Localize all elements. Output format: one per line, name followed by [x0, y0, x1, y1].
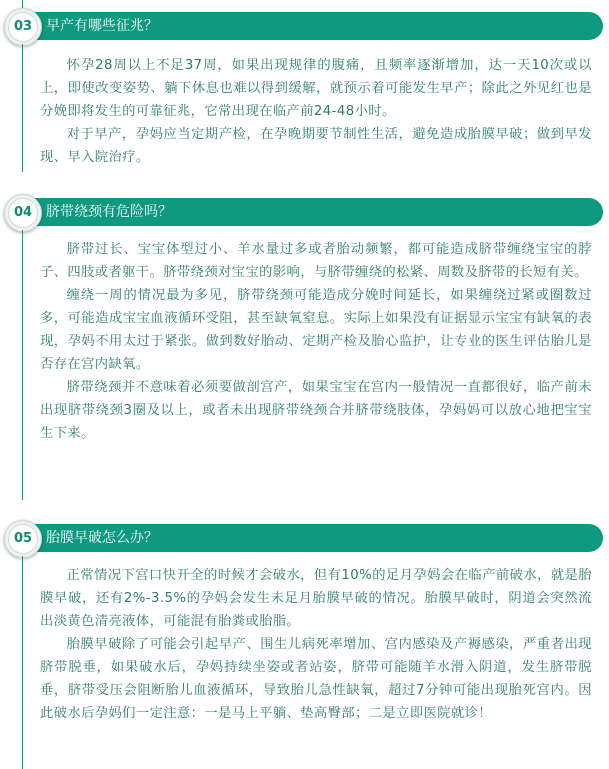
paragraph: 对于早产，孕妈应当定期产检，在孕晚期要节制性生活，避免造成胎膜早破；做到早发现、早入院治疗。 — [40, 127, 592, 165]
section-number-badge — [4, 8, 42, 46]
paragraph: 缠绕一周的情况最为多见，脐带绕颈可能造成分娩时间延长，如果缠绕过紧或圈数过多，可能造成宝宝血液循环受阻，甚至缺氧窒息。实际上如果没有证据显示宝宝有缺氧的表现，孕妈不用太过于紧张。做到数好胎动、定期产检及胎心监护，让专业的医生评估胎儿是否存在宫内缺氧。 — [40, 288, 592, 372]
timeline-line — [22, 44, 23, 172]
paragraph: 脐带过长、宝宝体型过小、羊水量过多或者胎动频繁，都可能造成脐带缠绕宝宝的脖子、四肢或者躯干。脐带绕颈对宝宝的影响，与脐带缠绕的松紧、周数及脐带的长短有关。 — [40, 242, 592, 280]
paragraph: 正常情况下宫口快开全的时候才会破水，但有10%的足月孕妈会在临产前破水，就是胎膜早破，还有2%-3.5%的孕妈会发生未足月胎膜早破的情况。胎膜早破时，阴道会突然流出淡黄色清亮液体，可能混有胎粪或胎脂。 — [40, 568, 592, 629]
section-title: 胎膜早破怎么办？ — [46, 530, 158, 546]
section-number: 03 — [8, 12, 38, 42]
paragraph: 胎膜早破除了可能会引起早产、围生儿病死率增加、宫内感染及产褥感染，严重者出现脐带脱垂，如果破水后，孕妈持续坐姿或者站姿，脐带可能随羊水滑入阴道，发生脐带脱垂，脐带受压会阻断胎儿血液循环，导致胎儿急性缺氧，超过7分钟可能出现胎死宫内。因此破水后孕妈们一定注意：一是马上平躺、垫高臀部；二是立即医院就诊！ — [40, 637, 592, 721]
paragraph: 脐带绕颈并不意味着必须要做剖宫产，如果宝宝在宫内一般情况一直都很好，临产前未出现脐带绕颈3圈及以上，或者未出现脐带绕颈合并脐带绕肢体，孕妈妈可以放心地把宝宝生下来。 — [40, 380, 592, 441]
section-body-05 — [40, 564, 592, 725]
section-title-bar — [22, 12, 603, 40]
section-header-05 — [0, 522, 609, 554]
section-number: 05 — [8, 524, 38, 554]
section-body-03 — [40, 54, 592, 169]
section-title-bar — [22, 524, 603, 552]
paragraph: 怀孕28周以上不足37周，如果出现规律的腹痛，且频率逐渐增加，达一天10次或以上，即使改变姿势、躺下休息也难以得到缓解，就预示着可能发生早产；除此之外见红也是分娩即将发生的可靠征兆，它常出现在临产前24-48小时。 — [40, 58, 592, 119]
section-number-badge — [4, 520, 42, 558]
section-title: 脐带绕颈有危险吗？ — [46, 204, 172, 220]
timeline-line — [22, 230, 23, 500]
timeline-line — [22, 556, 23, 769]
section-number: 04 — [8, 198, 38, 228]
section-body-04 — [40, 238, 592, 445]
section-title: 早产有哪些征兆？ — [46, 18, 158, 34]
section-number-badge — [4, 194, 42, 232]
section-title-bar — [22, 198, 603, 226]
section-header-03 — [0, 10, 609, 42]
section-header-04 — [0, 196, 609, 228]
